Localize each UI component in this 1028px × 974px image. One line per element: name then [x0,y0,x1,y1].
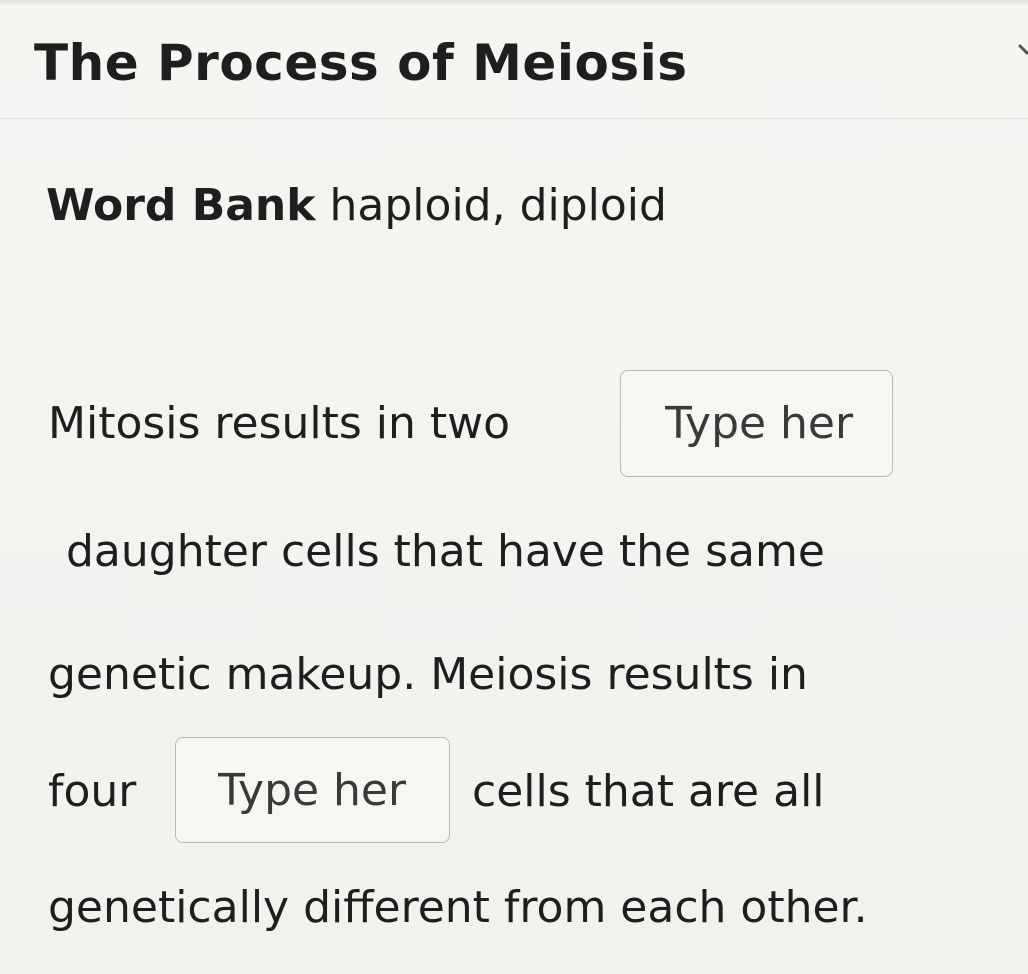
word-bank-label: Word Bank [46,180,316,231]
answer-input-2[interactable] [175,737,450,843]
passage-line-4-end: cells that are all [472,766,825,817]
page-title: The Process of Meiosis [34,34,688,92]
header [0,0,1028,119]
word-bank [46,180,667,231]
passage-line-1: Mitosis results in two [48,398,511,449]
chevron-icon[interactable] [1018,44,1028,62]
passage-line-4-start: four [48,766,137,817]
answer-input-1[interactable] [620,370,893,477]
word-bank-words: haploid, diploid [329,180,667,231]
passage-line-5: genetically different from each other. [48,882,868,933]
passage-line-3: genetic makeup. Meiosis results in [48,649,808,700]
passage-line-2: daughter cells that have the same [66,526,825,577]
